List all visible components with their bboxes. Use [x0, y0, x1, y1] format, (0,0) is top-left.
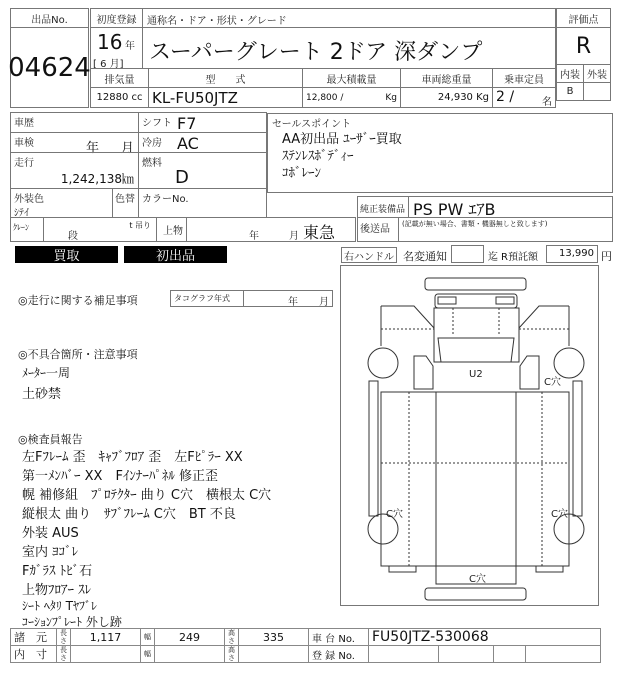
tacho-year: 年 [288, 297, 298, 308]
capacity-label: 乗車定員 [492, 68, 556, 88]
inspector-item: Fｶﾞﾗｽ ﾄﾋﾞ石 [22, 564, 93, 579]
inner-height [239, 646, 309, 663]
max-load-value: 12,800 / [306, 93, 344, 103]
inspector-item: 外装 AUS [22, 526, 79, 541]
shaken-cell [10, 132, 139, 156]
inner-length [71, 646, 141, 663]
capacity-unit: 名 [542, 97, 552, 108]
equipment-label: 純正装備品 [360, 205, 406, 215]
crane-row [10, 217, 356, 242]
reg-month: [ 6 月] [93, 59, 124, 70]
first-reg-label: 初度登録 [90, 8, 143, 28]
fuel-label: 燃料 [142, 158, 162, 169]
length: 1,117 [71, 629, 141, 646]
color-no-cell [138, 188, 267, 218]
year-unit: 年 [125, 41, 135, 52]
vehicle-name: スーパーグレート 2ドア 深ダンプ [142, 27, 556, 69]
max-load [302, 87, 401, 108]
ac-label: 冷房 [142, 138, 162, 149]
sales-points-label: セールスポイント [272, 119, 352, 130]
fuel-cell [138, 152, 267, 189]
damage-mark: C穴 [551, 509, 568, 520]
width-label: 幅 [141, 629, 155, 646]
width-label: 幅 [141, 646, 155, 663]
sales-point: ｺﾎﾞﾚｰﾝ [282, 166, 321, 181]
defects-title: ◎不具合箇所・注意事項 [18, 348, 138, 361]
crane-label: ｸﾚｰﾝ [13, 223, 29, 232]
exterior-label: 外装 [583, 64, 611, 83]
deposit-prefix: 迄 [488, 252, 498, 263]
inner-width [155, 646, 225, 663]
inspector-item: 幌 補修組 ﾌﾟﾛﾃｸﾀｰ 曲り C穴 横根太 C穴 [22, 488, 272, 503]
interior-label: 内装 [556, 64, 584, 83]
table-row [11, 629, 601, 646]
inspector-item: 縦根太 曲り ｻﾌﾞﾌﾚｰﾑ C穴 BT 不良 [22, 507, 236, 522]
badge-first-listing: 初出品 [124, 246, 227, 263]
history-cell [10, 112, 139, 133]
tacho-label: タコグラフ年式 [174, 294, 230, 303]
shaken-label: 車検 [14, 138, 34, 149]
name-change-label: 名変通知 [403, 250, 447, 263]
table-row [11, 646, 601, 663]
shaken-year: 年 [86, 141, 100, 156]
displacement: 12880 cc [90, 87, 149, 108]
model: KL-FU50JTZ [148, 87, 303, 108]
sales-point: AA初出品 ﾕｰｻﾞｰ買取 [282, 132, 402, 147]
body-maker: 東急 [303, 223, 336, 242]
inspector-item: 左Fﾌﾚｰﾑ 歪 ｷｬﾌﾞﾌﾛｱ 歪 左Fﾋﾟﾗｰ XX [22, 450, 243, 465]
recycle-label: R預託額 [501, 252, 538, 263]
later-items-note: (記載が無い場合、書類・機器無しと致します) [402, 220, 548, 228]
sales-point: ｽﾃﾝﾚｽﾎﾞﾃﾞｨｰ [282, 149, 354, 164]
displacement-label: 排気量 [90, 68, 149, 88]
damage-mark: C穴 [544, 377, 561, 388]
equipment-value: PS PW ｴｱB [413, 200, 496, 219]
color-change-cell [112, 188, 139, 218]
interior-grade: B [556, 82, 584, 101]
capacity [492, 87, 556, 108]
reg-label: 登 録 No. [309, 646, 369, 663]
ac-cell [138, 132, 267, 153]
inspector-item: 第一ﾒﾝﾊﾞｰ XX Fｲﾝﾅｰﾊﾟﾈﾙ 修正歪 [22, 469, 219, 484]
mileage: 1,242,138㎞ [60, 172, 134, 186]
body-month: 月 [289, 231, 299, 242]
score: R [556, 27, 611, 65]
inspector-item: ｺｰｼｮﾝﾌﾟﾚｰﾄ 外し跡 [22, 615, 122, 629]
color-no-label: カラーNo. [142, 194, 189, 205]
color-label: 外装色 [14, 194, 44, 205]
badge-purchase: 買取 [15, 246, 118, 263]
body-year: 年 [249, 231, 259, 242]
equipment-row [357, 196, 613, 218]
max-load-label: 最大積載量 [302, 68, 401, 88]
dimensions-table [10, 628, 601, 663]
length-label: 長さ [57, 646, 71, 663]
height-label: 高さ [225, 629, 239, 646]
spec-label: 諸 元 [11, 629, 57, 646]
color-cell [10, 188, 113, 218]
chassis-number: FU50JTZ-530068 [369, 629, 601, 646]
max-load-unit: Kg [385, 93, 397, 103]
inspector-item: 上物ﾌﾛｱｰ ｽﾚ [22, 583, 92, 598]
inspector-item: 室内 ﾖｺﾞﾚ [22, 545, 79, 560]
length-label: 長さ [57, 629, 71, 646]
crane-stage: 段 [68, 231, 78, 242]
score-label: 評価点 [556, 8, 611, 28]
inner-label: 内 寸 [11, 646, 57, 663]
defect-item: 土砂禁 [22, 387, 62, 402]
truck-outline [341, 266, 598, 605]
mileage-label: 走行 [14, 158, 34, 169]
inspector-title: ◎検査員報告 [18, 433, 83, 446]
name-change-box [451, 245, 484, 263]
tacho-month: 月 [319, 297, 329, 308]
yen-label: 円 [601, 250, 612, 263]
lot-number: 04624 [10, 27, 89, 108]
color: ｼﾃｲ [14, 208, 29, 219]
steering-badge: 右ハンドル [341, 247, 397, 263]
damage-mark: C穴 [386, 509, 403, 520]
color-change-label: 色替 [115, 194, 135, 205]
ac: AC [177, 134, 199, 153]
height-label: 高さ [225, 646, 239, 663]
shift: F7 [177, 114, 197, 133]
defect-item: ﾒｰﾀｰ一周 [22, 366, 71, 380]
first-reg-date [90, 27, 143, 69]
gross-weight: 24,930 Kg [400, 87, 493, 108]
recycle-amount: 13,990 [546, 245, 598, 263]
inspector-item: ｼｰﾄ ﾍﾀﾘ Tﾔﾌﾞﾚ [22, 599, 97, 613]
sales-points [267, 113, 613, 193]
history-label: 車歴 [14, 118, 34, 129]
fuel: D [175, 167, 189, 188]
mileage-cell [10, 152, 139, 189]
model-label: 型 式 [148, 68, 303, 88]
damage-mark: C穴 [469, 574, 486, 585]
damage-mark: U2 [469, 369, 483, 380]
chassis-label: 車 台 No. [309, 629, 369, 646]
crane-ton: t 吊り [129, 221, 151, 230]
body-label: 上物 [163, 226, 183, 237]
capacity-value: 2 / [496, 89, 515, 105]
name-label: 通称名・ドア・形状・グレード [142, 8, 556, 28]
gross-weight-label: 車両総重量 [400, 68, 493, 88]
width: 249 [155, 629, 225, 646]
damage-diagram [340, 265, 599, 606]
exterior-grade [583, 82, 611, 101]
later-items-row [357, 217, 613, 242]
lot-label: 出品No. [10, 8, 89, 28]
height: 335 [239, 629, 309, 646]
later-items-label: 後送品 [360, 224, 390, 235]
running-notes-title: ◎走行に関する補足事項 [18, 294, 138, 307]
tacho-box [170, 290, 333, 307]
shift-label: シフト [142, 118, 172, 129]
shift-cell [138, 112, 267, 133]
shaken-month: 月 [121, 141, 135, 156]
reg-year: 16 [97, 30, 123, 54]
